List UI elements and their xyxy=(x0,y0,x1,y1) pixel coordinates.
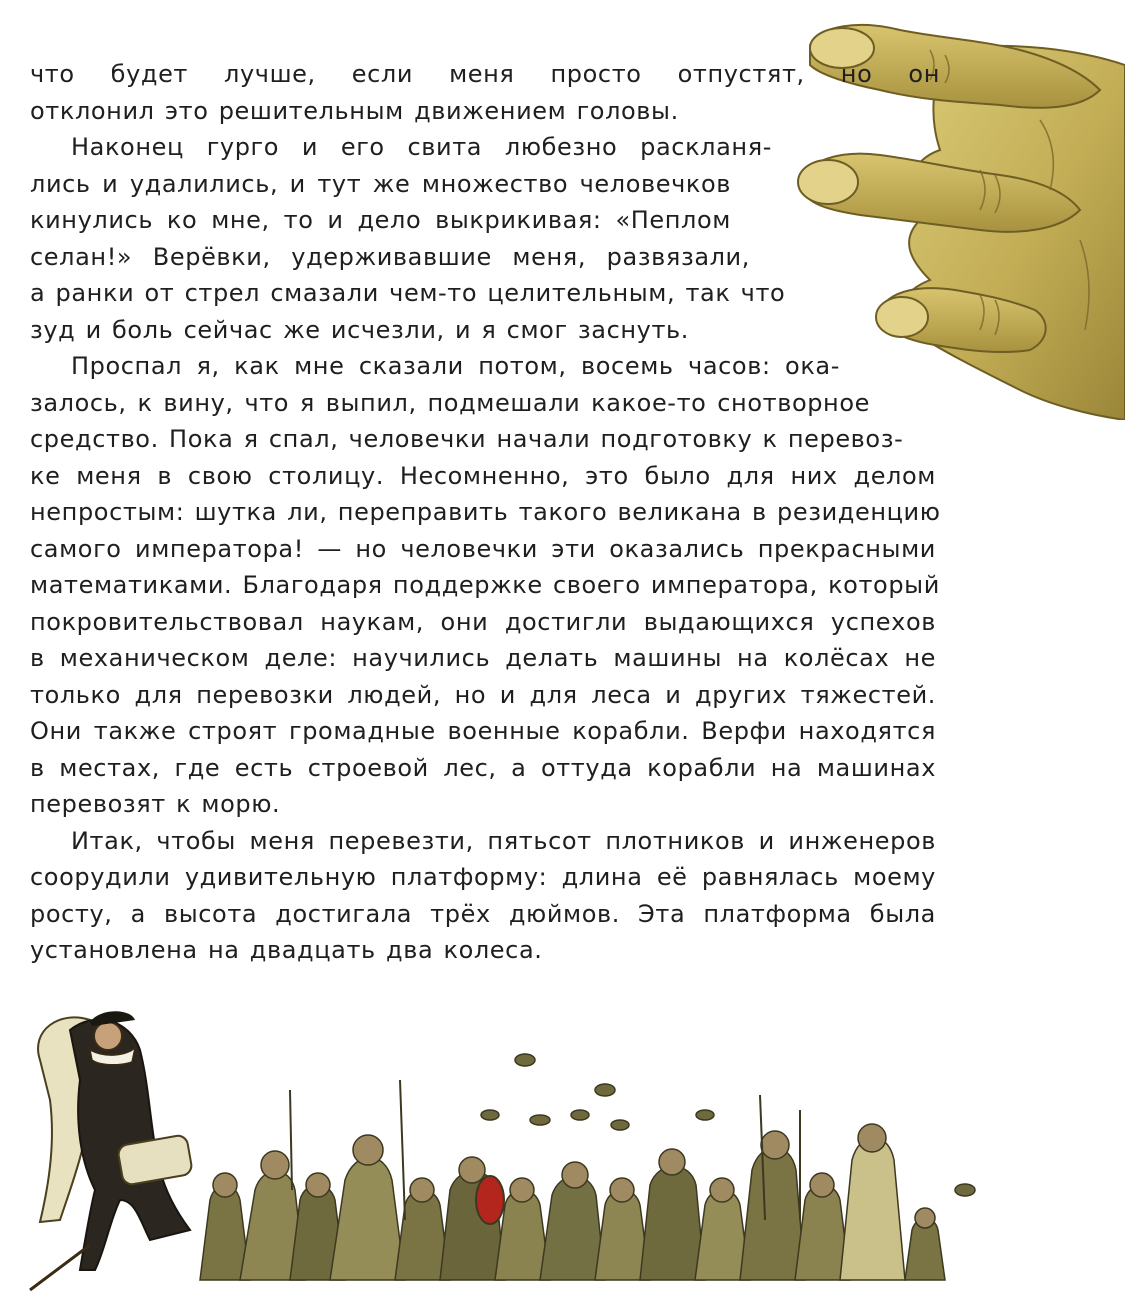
text-line: Наконец гурго и его свита любезно раскланя- xyxy=(71,133,772,161)
text-line: перевозят к морю. xyxy=(30,790,281,818)
herald-figure xyxy=(30,1011,193,1290)
text-line: соорудили удивительную платформу: длина её равнялась моему xyxy=(30,863,936,891)
thrown-hats xyxy=(481,1054,975,1196)
text-line: математиками. Благодаря поддержке своего императора, который xyxy=(30,571,940,599)
text-line: Итак, чтобы меня перевезти, пятьсот плотников и инженеров xyxy=(71,826,936,855)
text-line: Проспал я, как мне сказали потом, восемь часов: ока- xyxy=(71,352,840,380)
text-line: росту, а высота достигала трёх дюймов. Эта платформа была xyxy=(30,899,936,928)
body-text xyxy=(30,56,940,969)
paragraph xyxy=(30,348,940,823)
text-line: в местах, где есть строевой лес, а оттуда корабли на машинах xyxy=(30,753,936,782)
text-line: ке меня в свою столицу. Несомненно, это было для них делом xyxy=(30,461,936,490)
text-line: в механическом деле: научились делать машины на колёсах не xyxy=(30,644,936,672)
crowd-procession-illustration xyxy=(0,990,1000,1300)
text-line: зуд и боль сейчас же исчезли, и я смог заснуть. xyxy=(30,315,690,344)
paragraph xyxy=(30,56,940,129)
crowd-figures xyxy=(200,1124,945,1280)
text-line: что будет лучше, если меня просто отпустят, но он xyxy=(30,60,940,88)
text-line: отклонил это решительным движением головы. xyxy=(30,96,679,125)
text-line: средство. Пока я спал, человечки начали подготовку к перевоз- xyxy=(30,425,904,453)
text-line: кинулись ко мне, то и дело выкрикивая: «Пеплом xyxy=(30,206,731,234)
text-line: Они также строят громадные военные корабли. Верфи находятся xyxy=(30,717,936,745)
text-line: непростым: шутка ли, переправить такого великана в резиденцию xyxy=(30,498,941,526)
text-line: лись и удалились, и тут же множество человечков xyxy=(30,169,731,198)
text-line: покровительствовал наукам, они достигли выдающихся успехов xyxy=(30,607,936,636)
text-line: только для перевозки людей, но и для леса и других тяжестей. xyxy=(30,680,936,709)
text-line: селан!» Верёвки, удерживавшие меня, развязали, xyxy=(30,242,750,271)
text-line: залось, к вину, что я выпил, подмешали какое-то снотворное xyxy=(30,388,870,417)
paragraph xyxy=(30,823,940,969)
text-line: самого императора! — но человечки эти оказались прекрасными xyxy=(30,534,936,563)
text-line: установлена на двадцать два колеса. xyxy=(30,936,543,964)
shield-icon xyxy=(476,1176,504,1224)
text-line: а ранки от стрел смазали чем-то целительным, так что xyxy=(30,279,786,307)
paragraph xyxy=(30,129,940,348)
